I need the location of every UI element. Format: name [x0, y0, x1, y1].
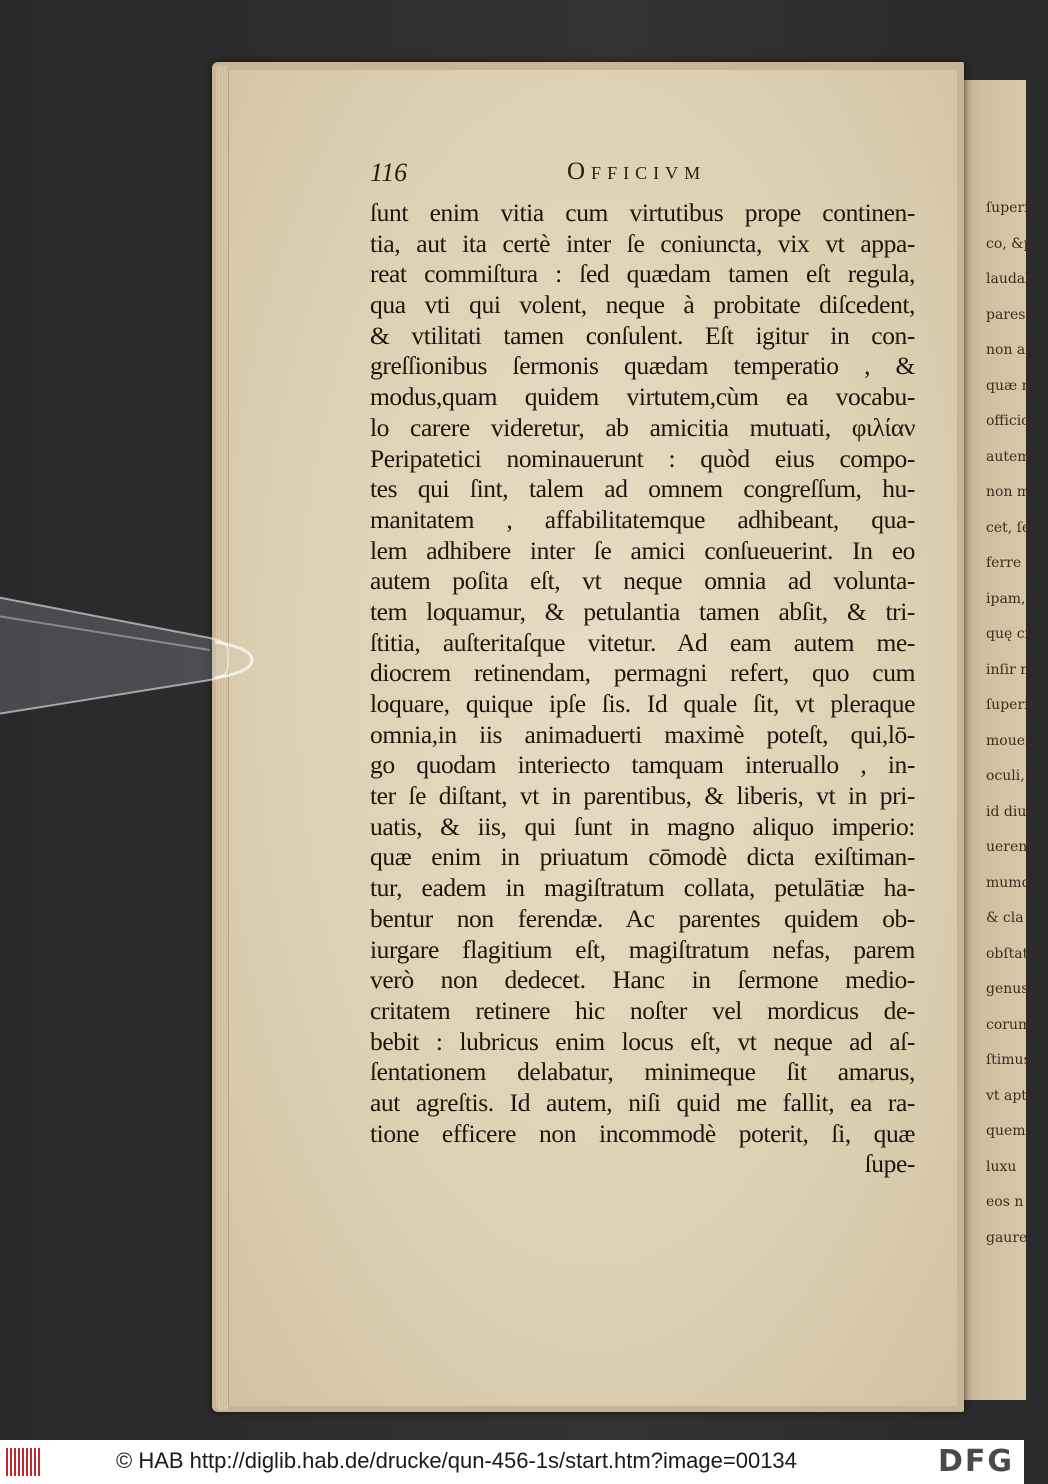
- facing-text-fragment: ſtimus e: [986, 1052, 1044, 1068]
- facing-text-fragment: eos n: [986, 1194, 1024, 1210]
- body-text: [370, 198, 915, 1180]
- facing-text-fragment: vt apta: [986, 1087, 1036, 1104]
- text-line: bebit : lubricus enim locus eſt, vt neque ad aſ-: [370, 1026, 915, 1056]
- facing-text-fragment: ipam, in: [986, 590, 1044, 607]
- text-line: tes qui ſint, talem ad omnem congreſſum, hu-: [370, 474, 915, 504]
- text-line: diocrem retinendam, permagni refert, quo cum: [370, 658, 915, 688]
- text-line: tione efficere non incommodè poterit, ſi, quæ: [370, 1118, 915, 1148]
- text-line: ſentationem delabatur, minimeque ſit amarus,: [370, 1057, 915, 1087]
- text-line: greſſionibus ſermonis quædam temperatio , &: [370, 351, 915, 381]
- facing-text-fragment: ſuperio: [986, 200, 1038, 216]
- text-line: verò non dedecet. Hanc in ſermone medio-: [370, 965, 915, 995]
- text-line: quæ enim in priuatum cōmodè dicta exiſtiman-: [370, 842, 915, 872]
- facing-text-fragment: genus, e: [986, 981, 1046, 997]
- text-line: aut agreſtis. Id autem, niſi quid me fallit, ea ra-: [370, 1087, 915, 1117]
- facing-text-fragment: moueri,: [986, 732, 1041, 749]
- facing-text-fragment: non ac: [986, 342, 1034, 358]
- facing-text-fragment: oculi, v: [986, 768, 1038, 784]
- text-line: critatem retinere hic noſter vel mordicus de-: [370, 995, 915, 1025]
- facing-page-edge: [958, 80, 1048, 1400]
- text-line: autem poſita eſt, vt neque omnia ad volunta-: [370, 566, 915, 596]
- facing-text-fragment: co, &p: [986, 235, 1033, 252]
- text-line: uatis, & iis, qui ſunt in magno aliquo imperio:: [370, 811, 915, 841]
- facing-text-fragment: id diuin: [986, 803, 1040, 820]
- copyright-url[interactable]: © HAB http://diglib.hab.de/drucke/qun-456-1s/start.htm?image=00134: [116, 1448, 797, 1473]
- text-line: loquare, quique ipſe ſis. Id quale ſit, vt pleraque: [370, 689, 915, 718]
- facing-text-fragment: gaure: [986, 1229, 1028, 1246]
- running-title: Officivm: [567, 158, 707, 185]
- facing-text-fragment: inſir non: [986, 661, 1047, 678]
- text-line: iurgare flagitium eſt, magiſtratum nefas, parem: [370, 934, 915, 964]
- text-line: tur, eadem in magiſtratum collata, petulātiæ ha-: [370, 873, 915, 903]
- text-line: tia, aut ita certè inter ſe coniuncta, vix vt appa-: [370, 228, 915, 258]
- facing-text-fragment: mumque: [986, 874, 1048, 891]
- facing-text-fragment: laudab: [986, 271, 1035, 287]
- text-line: manitatem , affabilitatemque adhibeant, qua-: [370, 504, 915, 534]
- text-line: ter ſe diſtant, vt in parentibus, & liberis, vt in pri-: [370, 781, 915, 811]
- text-line: reat commiſtura : ſed quædam tamen eſt regula,: [370, 259, 915, 289]
- catchword: ſupe-: [864, 1149, 915, 1179]
- facing-text-fragment: ferre v: [986, 555, 1034, 571]
- text-line: lo carere videretur, ab amicitia mutuati, φιλίαν: [370, 412, 915, 442]
- facing-text-fragment: quæ n: [986, 377, 1031, 394]
- text-line: omnia,in iis animaduerti maximè poteſt, qui,lō-: [370, 719, 915, 749]
- facing-text-fragment: pares e: [986, 306, 1039, 323]
- facing-text-fragment: cet, ſe: [986, 519, 1031, 536]
- facing-text-fragment: officio: [986, 413, 1030, 429]
- text-line: Peripatetici nominauerunt : quòd eius compo-: [370, 443, 915, 473]
- facing-text-fragment: uerentia: [986, 839, 1046, 855]
- facing-text-fragment: autem: [986, 448, 1031, 465]
- text-line: go quodam interiecto tamquam interuallo , in-: [370, 750, 915, 780]
- text-line: ſtitia, auſteritaſque vitetur. Ad eam autem me-: [370, 627, 915, 657]
- page-fore-edge: [216, 66, 228, 1410]
- page-number: 116: [370, 158, 408, 187]
- facing-text-fragment: corum: [986, 1016, 1032, 1033]
- facing-text-fragment: luxu: [986, 1158, 1017, 1175]
- text-line: ſunt enim vitia cum virtutibus prope continen-: [370, 198, 915, 227]
- facing-text-fragment: obſtatio: [986, 945, 1042, 962]
- facing-text-fragment: quę ci: [986, 626, 1030, 642]
- facing-text-fragment: quem: [986, 1123, 1026, 1139]
- text-line: qua vti qui volent, neque à probitate diſcedent,: [370, 290, 915, 320]
- text-line: tem loquamur, & petulantia tamen abſit, & tri-: [370, 596, 915, 626]
- facing-text-fragment: & cla: [986, 910, 1024, 926]
- text-line: & vtilitati tamen conſulent. Eſt igitur in con-: [370, 320, 915, 350]
- text-line: bentur non ferendæ. Ac parentes quidem ob-: [370, 903, 915, 933]
- facing-text-fragment: ſuperior: [986, 697, 1044, 713]
- text-line: lem adhibere inter ſe amici conſueuerint. In eo: [370, 535, 915, 565]
- text-line: modus,quam quidem virtutem,cùm ea vocabu-: [370, 382, 915, 412]
- dfg-logo: DFG: [937, 1444, 1014, 1479]
- running-head: [370, 158, 915, 194]
- hab-barcode-icon: [6, 1448, 42, 1476]
- footer-bar: [0, 1440, 1024, 1484]
- facing-text-fragment: non m: [986, 484, 1031, 500]
